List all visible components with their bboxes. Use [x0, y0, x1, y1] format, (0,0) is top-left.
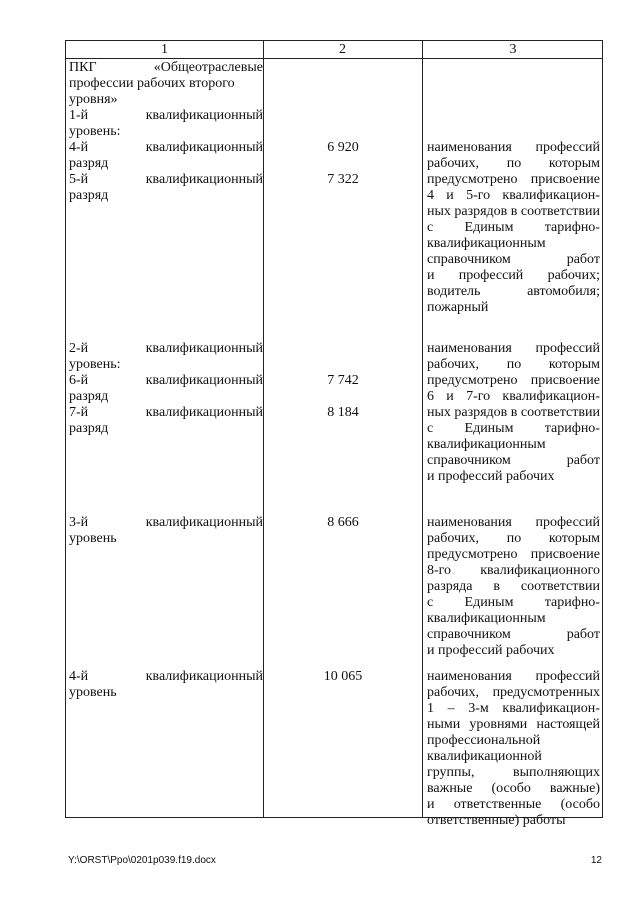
header-col-3: 3: [509, 42, 517, 57]
grade-word: квалификационный: [145, 140, 263, 155]
description-line: ответственные) работы: [427, 813, 566, 828]
level-1-description: [427, 140, 600, 316]
description-line: наименования профессий: [427, 515, 600, 530]
description-line: и профессий рабочих;: [427, 268, 600, 283]
grade-number: 4-й: [69, 140, 89, 155]
level-3-word: квалификационный: [145, 515, 263, 530]
level-1-word: квалификационный: [145, 108, 263, 123]
description-line: разряда в соответствии: [427, 579, 600, 594]
level-4-label: [69, 669, 263, 701]
level-2-word: квалификационный: [145, 341, 263, 356]
description-line: 1 – 3-м квалификацион-: [427, 701, 600, 716]
level-2-description: [427, 341, 600, 485]
grade-word: квалификационный: [145, 172, 263, 187]
description-line: группы, выполняющих: [427, 765, 600, 780]
description-line: ных разрядов в соответствии: [427, 405, 600, 420]
level-4-tail: уровень: [69, 685, 117, 700]
level-1-number: 1-й: [69, 108, 89, 123]
description-line: профессиональной: [427, 733, 541, 748]
column-divider: [263, 41, 264, 817]
salary-value: 10 065: [323, 669, 363, 684]
grade-tail: разряд: [69, 188, 109, 203]
description-line: наименования профессий: [427, 341, 600, 356]
grade-number: 7-й: [69, 405, 89, 420]
description-line: справочником работ: [427, 252, 600, 267]
description-line: с Единым тарифно-: [427, 220, 600, 235]
description-line: пожарный: [427, 300, 489, 315]
description-line: наименования профессий: [427, 140, 600, 155]
level-4-word: квалификационный: [145, 669, 263, 684]
level-2-grade-2: [69, 405, 263, 437]
level-1-label: [69, 108, 263, 140]
level-2-grade-1: [69, 373, 263, 405]
description-line: и профессий рабочих: [427, 469, 555, 484]
description-line: справочником работ: [427, 453, 600, 468]
salary-value: 8 184: [327, 405, 359, 420]
level-1-tail: уровень:: [69, 124, 121, 139]
description-line: 6 и 7-го квалификацион-: [427, 389, 600, 404]
description-line: рабочих, по которым: [427, 531, 600, 546]
header-col-2: 2: [339, 42, 346, 57]
description-line: предусмотрено присвоение: [427, 172, 600, 187]
grade-word: квалификационный: [145, 405, 263, 420]
description-line: квалификационным: [427, 611, 546, 626]
level-2-number: 2-й: [69, 341, 89, 356]
level-3-label: [69, 515, 263, 547]
level-3-number: 3-й: [69, 515, 89, 530]
description-line: ных разрядов в соответствии: [427, 204, 600, 219]
group-title-line3: уровня»: [69, 92, 118, 107]
footer-file-path: Y:\ORST\Ppo\0201p039.f19.docx: [68, 855, 216, 866]
grade-tail: разряд: [69, 156, 109, 171]
salary-value: 8 666: [327, 515, 359, 530]
description-line: предусмотрено присвоение: [427, 547, 600, 562]
description-line: квалификационным: [427, 437, 546, 452]
description-line: с Единым тарифно-: [427, 595, 600, 610]
level-4-number: 4-й: [69, 669, 89, 684]
salary-value: 7 322: [327, 172, 359, 187]
description-line: квалификационной: [427, 749, 542, 764]
description-line: с Единым тарифно-: [427, 421, 600, 436]
page-number: 12: [590, 855, 602, 866]
description-line: 4 и 5-го квалификацион-: [427, 188, 600, 203]
group-title-line1-right: «Общеотраслевые: [153, 60, 263, 75]
description-line: важные (особо важные): [427, 781, 600, 796]
description-line: квалификационным: [427, 236, 546, 251]
description-line: и профессий рабочих: [427, 643, 555, 658]
level-2-tail: уровень:: [69, 357, 121, 372]
header-col-1: 1: [161, 42, 168, 57]
salary-table: [65, 40, 603, 828]
grade-number: 5-й: [69, 172, 89, 187]
description-line: рабочих, по которым: [427, 156, 600, 171]
level-2-label: [69, 341, 263, 373]
group-title: [69, 60, 263, 108]
column-divider: [422, 41, 423, 817]
description-line: водитель автомобиля;: [427, 284, 600, 299]
header-divider: [66, 58, 602, 59]
grade-tail: разряд: [69, 389, 109, 404]
level-4-description: [427, 669, 600, 829]
level-1-grade-1: [69, 140, 263, 172]
description-line: 8-го квалификационного: [427, 563, 600, 578]
description-line: рабочих, предусмотренных: [427, 685, 600, 700]
description-line: рабочих, по которым: [427, 357, 600, 372]
grade-number: 6-й: [69, 373, 89, 388]
description-line: предусмотрено присвоение: [427, 373, 600, 388]
level-1-grade-2: [69, 172, 263, 204]
description-line: справочником работ: [427, 627, 600, 642]
level-3-tail: уровень: [69, 531, 117, 546]
description-line: наименования профессий: [427, 669, 600, 684]
salary-value: 6 920: [327, 140, 359, 155]
description-line: и ответственные (особо: [427, 797, 600, 812]
description-line: ными уровнями настоящей: [427, 717, 600, 732]
grade-word: квалификационный: [145, 373, 263, 388]
salary-value: 7 742: [327, 373, 359, 388]
group-title-line1-left: ПКГ: [69, 60, 97, 75]
level-3-description: [427, 515, 600, 659]
grade-tail: разряд: [69, 421, 109, 436]
group-title-line2: профессии рабочих второго: [69, 76, 235, 91]
